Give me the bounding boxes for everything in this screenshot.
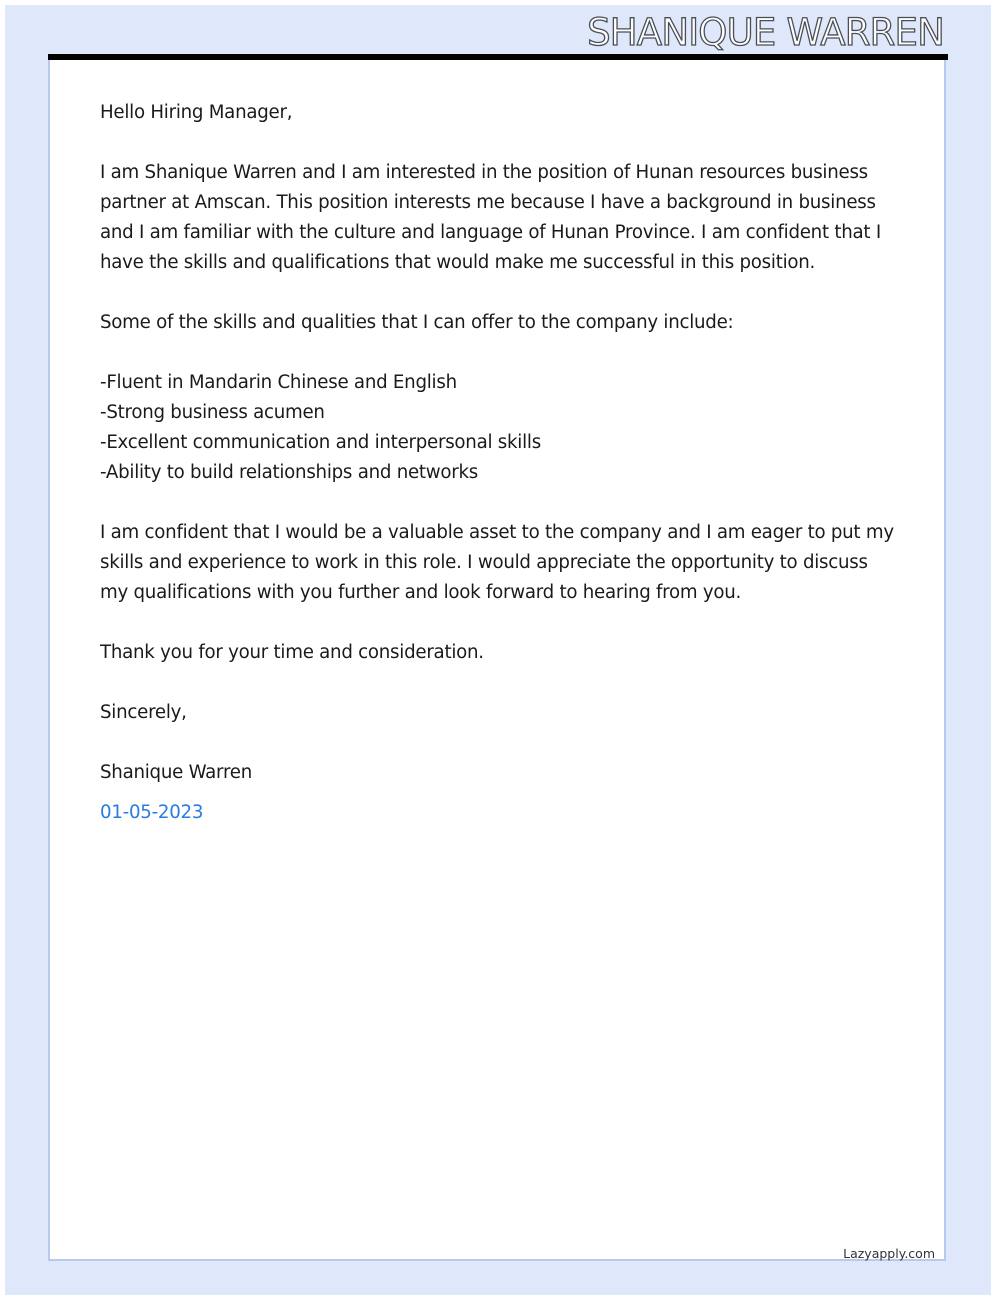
signature-name: Shanique Warren: [100, 762, 253, 783]
list-item: -Excellent communication and interpersonal skills: [100, 432, 541, 453]
sign-off: Sincerely,: [100, 702, 187, 723]
list-item: -Ability to build relationships and networks: [100, 462, 479, 483]
letter-date: 01-05-2023: [100, 802, 204, 823]
list-item: -Strong business acumen: [100, 402, 325, 423]
skills-intro: Some of the skills and qualities that I can offer to the company include:: [100, 312, 734, 333]
footer-brand: Lazyapply.com: [843, 1246, 935, 1261]
closing-paragraph: I am confident that I would be a valuable asset to the company and I am eager to put my skills and experience to work in this role. I would appreciate the opportunity to discuss my qualifications with you further and look forward to hearing from you.: [100, 522, 894, 603]
letter-body: [100, 98, 900, 858]
thanks-line: Thank you for your time and consideration.: [100, 642, 484, 663]
applicant-name-heading: SHANIQUE WARREN: [587, 11, 944, 54]
intro-paragraph: I am Shanique Warren and I am interested in the position of Hunan resources business partner at Amscan. This position interests me because I have a background in business and I am familiar with the culture and language of Hunan Province. I am confident that I have the skills and qualifications that would make me successful in this position.: [100, 162, 881, 273]
skills-list: [100, 368, 900, 488]
greeting: Hello Hiring Manager,: [100, 102, 293, 123]
list-item: -Fluent in Mandarin Chinese and English: [100, 372, 457, 393]
header-rule: [48, 54, 948, 60]
